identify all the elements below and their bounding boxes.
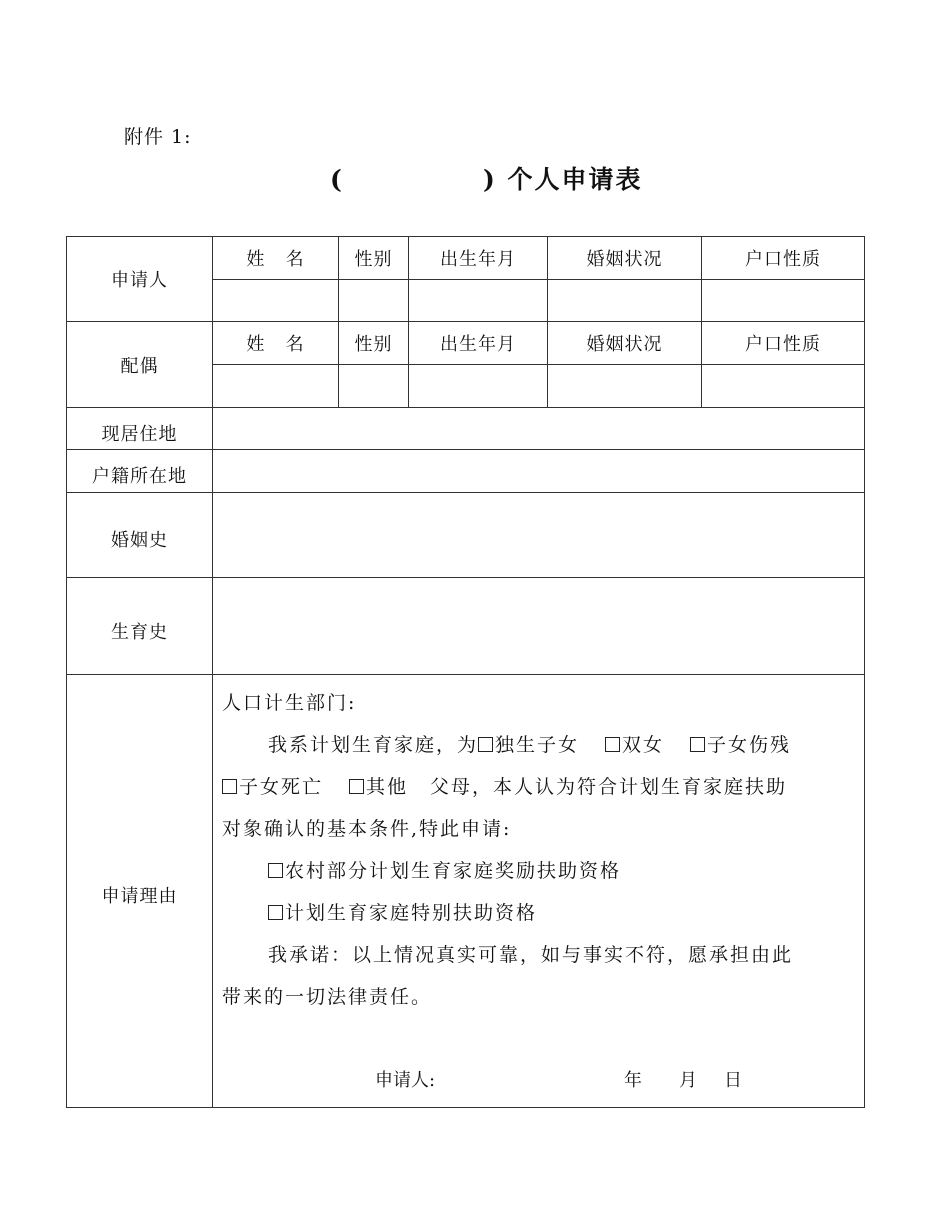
marriage-history-field[interactable] bbox=[213, 493, 864, 577]
signature-day-label: 日 bbox=[724, 1070, 742, 1091]
table-border-right bbox=[864, 236, 865, 1108]
form-title: ( ) 个人申请表 bbox=[330, 165, 643, 194]
header-hukou: 户口性质 bbox=[745, 249, 821, 270]
label-disabled-child: 子女伤残 bbox=[707, 734, 792, 756]
label-two-daughters: 双女 bbox=[622, 734, 665, 756]
spouse-marital-field[interactable] bbox=[548, 365, 701, 407]
spouse-gender-field[interactable] bbox=[339, 365, 408, 407]
checkbox-deceased-child[interactable] bbox=[222, 779, 237, 794]
label-deceased-child: 子女死亡 bbox=[239, 776, 324, 798]
header-birth: 出生年月 bbox=[440, 249, 516, 270]
header-marital: 婚姻状况 bbox=[586, 249, 663, 270]
applicant-name-field[interactable] bbox=[213, 280, 338, 321]
reason-line-2 bbox=[222, 766, 858, 808]
reason-line-1 bbox=[222, 724, 858, 766]
row-label-marriage-history: 婚姻史 bbox=[111, 530, 168, 551]
signature-month-label: 月 bbox=[679, 1070, 697, 1091]
reason-line-3: 对象确认的基本条件,特此申请: bbox=[222, 818, 512, 840]
checkbox-only-child[interactable] bbox=[478, 737, 493, 752]
label-only-child: 独生子女 bbox=[495, 734, 580, 756]
signature-applicant-label: 申请人: bbox=[375, 1070, 436, 1091]
spouse-hukou-field[interactable] bbox=[702, 365, 864, 407]
attachment-label: 附件 1: bbox=[124, 126, 192, 148]
reason-line1-prefix: 我系计划生育家庭，为 bbox=[268, 734, 479, 756]
spouse-header-gender: 性别 bbox=[354, 334, 393, 355]
signature-field[interactable] bbox=[450, 1064, 610, 1092]
spouse-name-field[interactable] bbox=[213, 365, 338, 407]
reason-content bbox=[222, 682, 858, 1018]
reason-line2-suffix: 父母，本人认为符合计划生育家庭扶助 bbox=[430, 776, 788, 798]
spouse-header-marital: 婚姻状况 bbox=[586, 334, 663, 355]
header-name: 姓 名 bbox=[246, 249, 305, 270]
checkbox-other[interactable] bbox=[349, 779, 364, 794]
option-rural-line bbox=[222, 850, 858, 892]
checkbox-rural-reward[interactable] bbox=[268, 863, 283, 878]
spouse-header-name: 姓 名 bbox=[246, 334, 305, 355]
birth-history-field[interactable] bbox=[213, 578, 864, 674]
checkbox-two-daughters[interactable] bbox=[605, 737, 620, 752]
row-label-applicant: 申请人 bbox=[111, 270, 168, 291]
row-label-spouse: 配偶 bbox=[120, 355, 159, 377]
spouse-birth-field[interactable] bbox=[409, 365, 547, 407]
promise-line-1: 我承诺：以上情况真实可靠，如与事实不符，愿承担由此 bbox=[268, 944, 794, 966]
label-rural-reward: 农村部分计划生育家庭奖励扶助资格 bbox=[285, 860, 622, 882]
spouse-header-birth: 出生年月 bbox=[440, 334, 516, 355]
label-other: 其他 bbox=[366, 776, 409, 798]
checkbox-special-support[interactable] bbox=[268, 905, 283, 920]
signature-year-label: 年 bbox=[624, 1070, 642, 1091]
label-special-support: 计划生育家庭特别扶助资格 bbox=[285, 902, 538, 924]
option-special-line bbox=[222, 892, 858, 934]
residence-field[interactable] bbox=[213, 408, 864, 449]
row-label-reason: 申请理由 bbox=[101, 886, 178, 907]
row-label-household-reg: 户籍所在地 bbox=[92, 466, 187, 487]
row-label-birth-history: 生育史 bbox=[111, 622, 168, 643]
household-reg-field[interactable] bbox=[213, 450, 864, 492]
reason-dept: 人口计生部门: bbox=[222, 692, 357, 714]
checkbox-disabled-child[interactable] bbox=[690, 737, 705, 752]
applicant-gender-field[interactable] bbox=[339, 280, 408, 321]
spouse-header-hukou: 户口性质 bbox=[745, 334, 821, 355]
applicant-marital-field[interactable] bbox=[548, 280, 701, 321]
header-gender: 性别 bbox=[354, 249, 393, 270]
promise-line-2: 带来的一切法律责任。 bbox=[222, 986, 433, 1008]
applicant-hukou-field[interactable] bbox=[702, 280, 864, 321]
applicant-birth-field[interactable] bbox=[409, 280, 547, 321]
row-label-residence: 现居住地 bbox=[101, 424, 178, 445]
